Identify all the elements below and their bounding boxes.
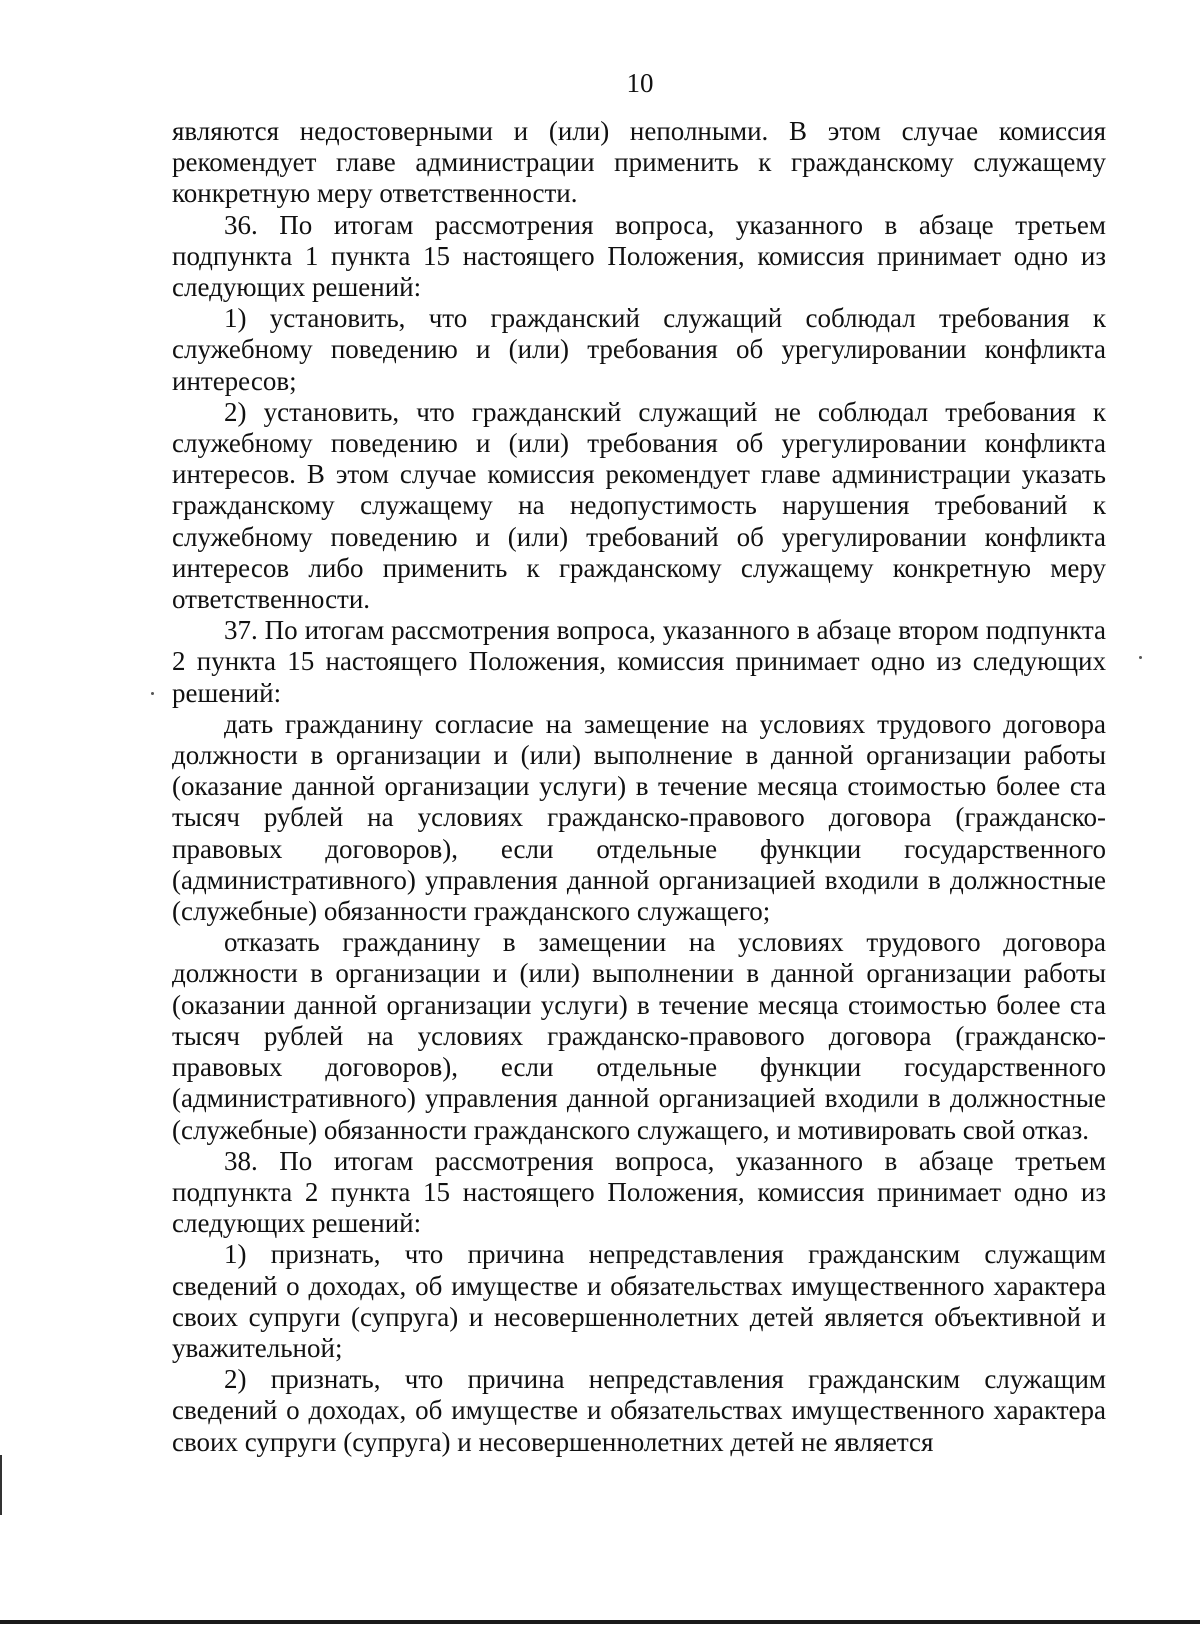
scan-speck (1139, 656, 1142, 659)
paragraph-continuation: являются недостоверными и (или) неполными. В этом случае комиссия рекомендует главе администрации применить к гражданскому служащему конкретную меру ответственности. (172, 116, 1106, 209)
paragraph-37: 37. По итогам рассмотрения вопроса, указанного в абзаце втором подпункта 2 пункта 15 настоящего Положения, комиссия принимает одно из следующих решений: (172, 615, 1106, 708)
scan-bottom-edge-line (0, 1620, 1200, 1624)
paragraph-37-option-consent: дать гражданину согласие на замещение на условиях трудового договора должности в организации и (или) выполнение в данной организации работы (оказание данной организации услуги) в течение месяца стоимостью более ста тысяч рублей на условиях гражданско-правового договора (гражданско-правовых договоров), если отдельные функции государственного (административного) управления данной организацией входили в должностные (служебные) обязанности гражданского служащего; (172, 708, 1106, 927)
document-body (172, 116, 1106, 1458)
paragraph-36: 36. По итогам рассмотрения вопроса, указанного в абзаце третьем подпункта 1 пункта 15 настоящего Положения, комиссия принимает одно из следующих решений: (172, 209, 1106, 303)
paragraph-38-option-2: 2) признать, что причина непредставления гражданским служащим сведений о доходах, об имуществе и обязательствах имущественного характера своих супруги (супруга) и несовершеннолетних детей не является (172, 1364, 1106, 1457)
page-number: 10 (626, 68, 654, 98)
scan-speck (151, 692, 154, 695)
paragraph-36-option-1: 1) установить, что гражданский служащий соблюдал требования к служебному поведению и (или) требования об урегулировании конфликта интересов; (172, 303, 1106, 396)
scan-left-edge-line (0, 1455, 2, 1515)
paragraph-37-option-refusal: отказать гражданину в замещении на условиях трудового договора должности в организации и (или) выполнении в данной организации работы (оказании данной организации услуги) в течение месяца стоимостью более ста тысяч рублей на условиях гражданско-правового договора (гражданско-правовых договоров), если отдельные функции государственного (административного) управления данной организацией входили в должностные (служебные) обязанности гражданского служащего, и мотивировать свой отказ. (172, 927, 1106, 1145)
paragraph-36-option-2: 2) установить, что гражданский служащий не соблюдал требования к служебному поведению и (или) требования об урегулировании конфликта интересов. В этом случае комиссия рекомендует главе администрации указать гражданскому служащему на недопустимость нарушения требований к служебному поведению и (или) требований об урегулировании конфликта интересов либо применить к гражданскому служащему конкретную меру ответственности. (172, 396, 1106, 615)
paragraph-38: 38. По итогам рассмотрения вопроса, указанного в абзаце третьем подпункта 2 пункта 15 настоящего Положения, комиссия принимает одно из следующих решений: (172, 1145, 1106, 1239)
paragraph-38-option-1: 1) признать, что причина непредставления гражданским служащим сведений о доходах, об имуществе и обязательствах имущественного характера своих супруги (супруга) и несовершеннолетних детей является объективной и уважительной; (172, 1239, 1106, 1363)
